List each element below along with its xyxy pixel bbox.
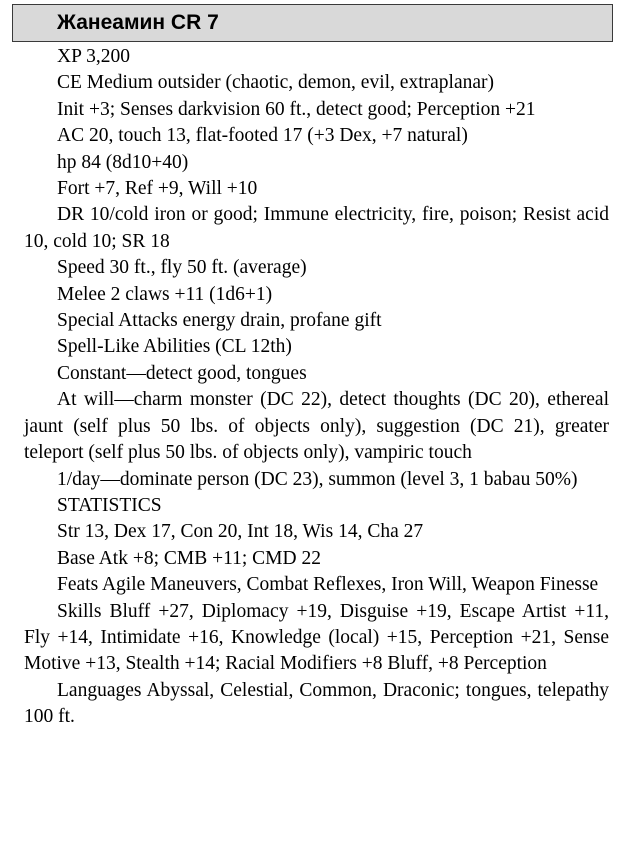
xp-line: XP 3,200 [57,46,130,67]
hp-line: hp 84 (8d10+40) [57,151,189,173]
feats-paragraph: Feats Agile Maneuvers, Combat Reflexes, Iron Will, Weapon Finesse [57,574,599,596]
title-bar [12,4,613,42]
sla-header-line: Spell-Like Abilities (CL 12th) [57,336,292,358]
abilities-line: Str 13, Dex 17, Con 20, Int 18, Wis 14, Cha 27 [57,521,424,543]
sla-at-will-paragraph: At will—charm monster (DC 22), detect thoughts (DC 20), ethereal jaunt (self plus 50 lbs. of objects only), suggestion (DC 21), greater teleport (self plus 50 lbs. of objects only), vampiric touch [24,389,609,464]
statistics-header: STATISTICS [57,494,162,516]
saves-line: Fort +7, Ref +9, Will +10 [57,178,258,200]
languages-paragraph: Languages Abyssal, Celestial, Common, Draconic; tongues, telepathy 100 ft. [24,679,609,728]
creature-title: Жанеамин CR 7 [57,11,219,34]
stat-block [12,4,613,731]
skills-paragraph: Skills Bluff +27, Diplomacy +19, Disguise +19, Escape Artist +11, Fly +14, Intimidate +16, Knowledge (local) +15, Perception +21, Sense Motive +13, Stealth +14; Racial Modifiers +8 Bluff, +8 Perception [24,600,609,675]
defenses-paragraph: DR 10/cold iron or good; Immune electricity, fire, poison; Resist acid 10, cold 10; SR 18 [24,204,609,252]
ac-line: AC 20, touch 13, flat-footed 17 (+3 Dex, +7 natural) [57,125,468,147]
melee-line: Melee 2 claws +11 (1d6+1) [57,283,273,305]
stat-body [12,44,613,731]
special-attacks-line: Special Attacks energy drain, profane gift [57,310,382,332]
sla-1day-paragraph: 1/day—dominate person (DC 23), summon (level 3, 1 babau 50%) [57,468,578,490]
sla-constant-line: Constant—detect good, tongues [57,362,307,384]
speed-line: Speed 30 ft., fly 50 ft. (average) [57,257,307,279]
attack-line: Base Atk +8; CMB +11; CMD 22 [57,547,321,569]
type-line: CE Medium outsider (chaotic, demon, evil, extraplanar) [57,72,494,94]
init-line: Init +3; Senses darkvision 60 ft., detect good; Perception +21 [57,98,536,120]
